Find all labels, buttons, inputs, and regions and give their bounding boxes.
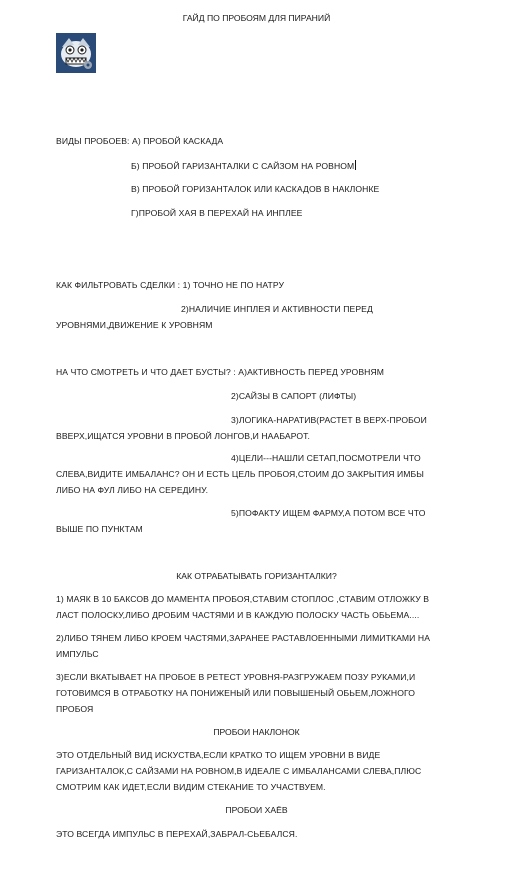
highs-heading: ПРОБОИ ХАЁВ — [225, 805, 288, 815]
slope-line-1: ЭТО ОТДЕЛЬНЫЙ ВИД ИСКУСТВА,ЕСЛИ КРАТКО ТО ИЩЕМ УРОВНИ В ВИДЕ — [56, 750, 381, 760]
filter-lead: КАК ФИЛЬТРОВАТЬ СДЕЛКИ : 1) ТОЧНО НЕ ПО НАТРУ — [56, 280, 285, 290]
piranha-logo-icon — [56, 33, 96, 73]
horizontal-p2b: ИМПУЛЬС — [56, 649, 99, 659]
horizontal-p1a: 1) МАЯК В 10 БАКСОВ ДО МАМЕНТА ПРОБОЯ,СТАВИМ СТОПЛОС ,СТАВИМ ОТЛОЖКУ В — [56, 594, 430, 604]
horizontal-heading: КАК ОТРАБАТЫВАТЬ ГОРИЗАНТАЛКИ? — [176, 571, 337, 581]
types-item-g: Г)ПРОБОЙ ХАЯ В ПЕРЕХАЙ НА ИНПЛЕЕ — [131, 208, 303, 218]
horizontal-p1b: ЛАСТ ПОЛОСКУ,ЛИБО ДРОБИМ ЧАСТЯМИ И В КАЖДУЮ ПОЛОСКУ ЧАСТЬ ОБЬЕМА.... — [56, 610, 420, 620]
highs-line-1: ЭТО ВСЕГДА ИМПУЛЬС В ПЕРЕХАЙ,ЗАБРАЛ-СЬЕБАЛСЯ. — [56, 829, 298, 839]
slope-heading: ПРОБОИ НАКЛОНОК — [213, 727, 300, 737]
filter-item-2b: УРОВНЯМИ,ДВИЖЕНИЕ К УРОВНЯМ — [56, 320, 213, 330]
horizontal-p3a: 3)ЕСЛИ ВКАТЫВАЕТ НА ПРОБОЕ В РЕТЕСТ УРОВНЯ-РАЗГРУЖАЕМ ПОЗУ РУКАМИ,И — [56, 672, 416, 682]
horizontal-p3c: ПРОБОЯ — [56, 704, 94, 714]
filter-item-2a: 2)НАЛИЧИЕ ИНПЛЕЯ И АКТИВНОСТИ ПЕРЕД — [181, 304, 373, 314]
boost-item-4c: ЛИБО НА ФУЛ ЛИБО НА СЕРЕДИНУ. — [56, 485, 209, 495]
boost-item-3b: ВВЕРХ,ИЩАТСЯ УРОВНИ В ПРОБОЙ ЛОНГОВ,И НААБАРОТ. — [56, 431, 311, 441]
types-item-b — [131, 160, 356, 172]
boost-lead: НА ЧТО СМОТРЕТЬ И ЧТО ДАЕТ БУСТЫ? : А)АКТИВНОСТЬ ПЕРЕД УРОВНЯМ — [56, 367, 385, 377]
boost-item-4a: 4)ЦЕЛИ---НАШЛИ СЕТАП,ПОСМОТРЕЛИ ЧТО — [231, 453, 421, 463]
horizontal-p3b: ГОТОВИМСЯ В ОТРАБОТКУ НА ПОНИЖЕНЫЙ ИЛИ ПОВЫШЕНЫЙ ОБЬЕМ,ЛОЖНОГО — [56, 688, 416, 698]
slope-line-3: СМОТРИМ КАК ИДЕТ,ЕСЛИ ВИДИМ СТЕКАНИЕ ТО УЧАСТВУЕМ. — [56, 782, 326, 792]
types-item-v: В) ПРОБОЙ ГОРИЗАНТАЛОК ИЛИ КАСКАДОВ В НАКЛОНКЕ — [131, 184, 380, 194]
boost-item-5b: ВЫШЕ ПО ПУНКТАМ — [56, 524, 143, 534]
slope-line-2: ГАРИЗАНТАЛОК,С САЙЗАМИ НА РОВНОМ,В ИДЕАЛЕ С ИМБАЛАНСАМИ СЛЕВА,ПЛЮС — [56, 766, 422, 776]
boost-item-3a: 3)ЛОГИКА-НАРАТИВ(РАСТЕТ В ВЕРХ-ПРОБОИ — [231, 415, 427, 425]
horizontal-p2a: 2)ЛИБО ТЯНЕМ ЛИБО КРОЕМ ЧАСТЯМИ,ЗАРАНЕЕ РАСТАВЛОЕННЫМИ ЛИМИТКАМИ НА — [56, 633, 431, 643]
page-title: ГАЙД ПО ПРОБОЯМ ДЛЯ ПИРАНИЙ — [182, 13, 331, 23]
boost-item-2: 2)САЙЗЫ В САПОРТ (ЛИФТЫ) — [231, 391, 357, 401]
types-item-b-text: Б) ПРОБОЙ ГАРИЗАНТАЛКИ С САЙЗОМ НА РОВНОМ — [131, 161, 355, 171]
boost-item-5a: 5)ПОФАКТУ ИЩЕМ ФАРМУ,А ПОТОМ ВСЕ ЧТО — [231, 508, 426, 518]
boost-item-4b: СЛЕВА,ВИДИТЕ ИМБАЛАНС? ОН И ЕСТЬ ЦЕЛЬ ПРОБОЯ,СТОИМ ДО ЗАКРЫТИЯ ИМБЫ — [56, 469, 425, 479]
text-cursor — [355, 160, 356, 170]
types-lead: ВИДЫ ПРОБОЕВ: А) ПРОБОЙ КАСКАДА — [56, 136, 224, 146]
